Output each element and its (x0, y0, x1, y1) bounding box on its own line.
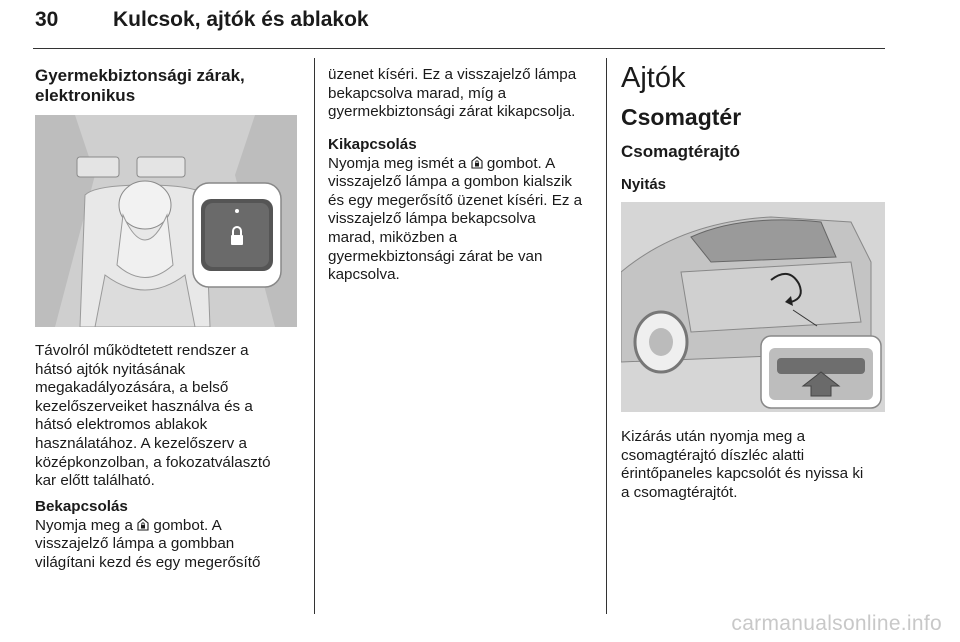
child-lock-icon (137, 518, 149, 531)
on-heading: Bekapcsolás (35, 498, 128, 515)
cont-line-2: bekapcsolva marad, míg a (328, 84, 507, 102)
intro-line-1: Távolról működtetett rendszer a (35, 342, 249, 359)
off-section (328, 136, 600, 285)
intro-line-2: hátsó ajtók nyitásának (35, 360, 186, 378)
intro-line-3: megakadályozására, a belső (35, 379, 229, 397)
header-rule (33, 48, 885, 49)
intro-line-8: kar előtt található. (35, 472, 155, 490)
opening-line-3: érintőpaneles kapcsolót és nyissa ki (621, 465, 864, 483)
off-line-7: kapcsolva. (328, 266, 400, 284)
column-divider-2 (606, 58, 607, 614)
on-line-2: visszajelző lámpa a gombban (35, 535, 235, 553)
off-heading: Kikapcsolás (328, 136, 417, 153)
tailgate-illustration (621, 202, 885, 412)
on-line-1: Nyomja meg a gombot. A (35, 516, 222, 534)
cont-line-3: gyermekbiztonsági zárat kikapcsolja. (328, 103, 576, 121)
column-3 (621, 62, 891, 194)
opening-line-4: a csomagtérajtót. (621, 483, 738, 501)
child-lock-icon (471, 156, 483, 169)
cargo-heading: Csomagtér (621, 104, 742, 130)
intro-line-4: kezelőszerveiket használva és a (35, 397, 253, 415)
section-title: Gyermekbiztonsági zárak, elektronikus (35, 66, 245, 105)
off-line-2: visszajelző lámpa a gombon kialszik (328, 173, 572, 191)
doors-heading: Ajtók (621, 62, 686, 94)
column-2 (328, 66, 600, 122)
off-line-3: és egy megerősítő üzenet kíséri. Ez a (328, 191, 583, 209)
off-line-4: visszajelző lámpa bekapcsolva (328, 210, 536, 228)
console-figure (35, 115, 297, 327)
page-number: 30 (35, 8, 59, 31)
chapter-title: Kulcsok, ajtók és ablakok (113, 8, 369, 31)
on-section (35, 498, 305, 572)
tailgate-heading: Csomagtérajtó (621, 142, 741, 161)
off-line-1: Nyomja meg ismét a gombot. A (328, 154, 556, 172)
on-line-3: világítani kezd és egy megerősítő (35, 553, 261, 571)
intro-line-7: középkonzolban, a fokozatválasztó (35, 453, 271, 471)
tailgate-figure (621, 202, 885, 412)
watermark: carmanualsonline.info (731, 612, 942, 635)
column-1 (35, 66, 305, 106)
opening-paragraph (621, 428, 891, 502)
intro-line-5: hátsó elektromos ablakok (35, 416, 208, 434)
opening-heading: Nyitás (621, 176, 667, 193)
intro-paragraph (35, 342, 305, 491)
opening-line-1: Kizárás után nyomja meg a (621, 428, 806, 445)
intro-line-6: használatához. A kezelőszerv a (35, 434, 247, 452)
opening-line-2: csomagtérajtó díszléc alatti (621, 446, 805, 464)
child-lock-illustration (35, 115, 297, 327)
off-line-6: gyermekbiztonsági zárat be van (328, 247, 543, 265)
off-line-5: marad, miközben a (328, 228, 458, 246)
cont-line-1: üzenet kíséri. Ez a visszajelző lámpa (328, 66, 577, 83)
column-divider-1 (314, 58, 315, 614)
